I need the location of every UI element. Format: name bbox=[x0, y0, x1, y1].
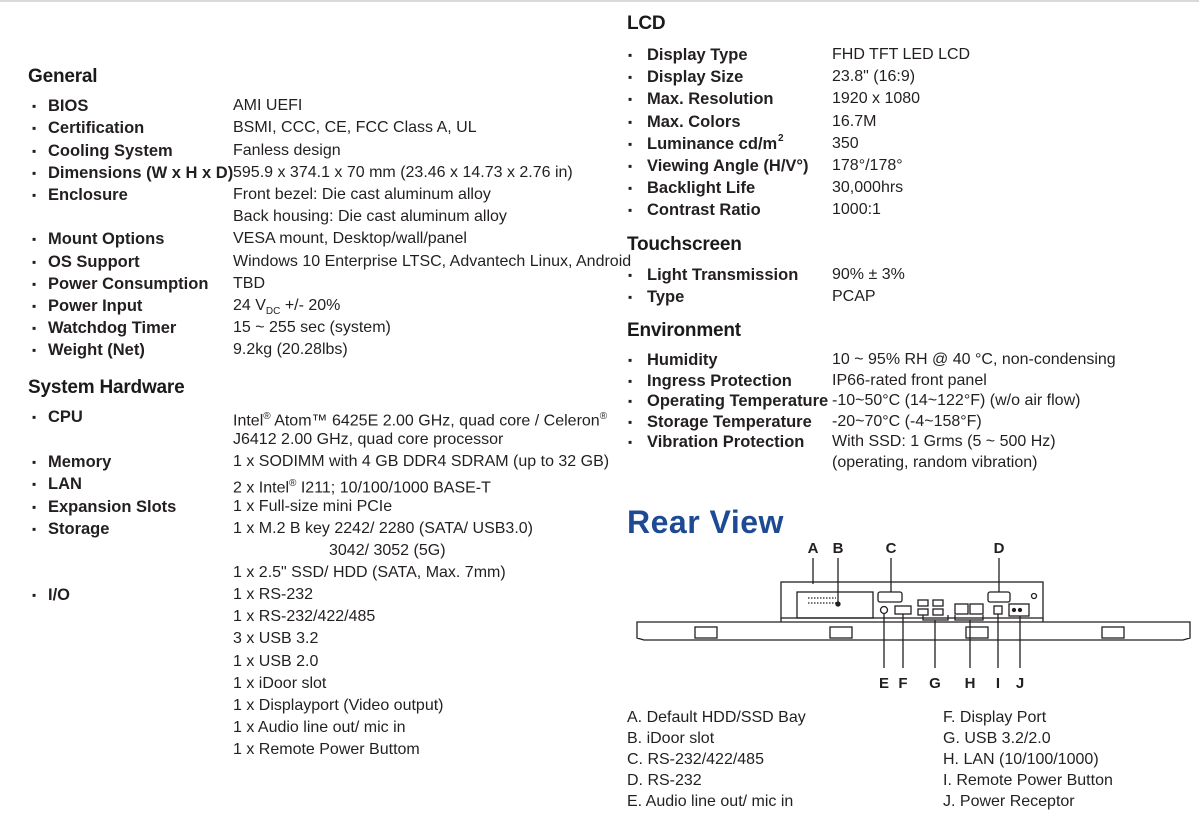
storage-value-line3: 1 x 2.5" SSD/ HDD (SATA, Max. 7mm) bbox=[233, 564, 506, 581]
section-title-system-hardware: System Hardware bbox=[28, 377, 185, 398]
spec-value: Front bezel: Die cast aluminum alloy bbox=[233, 186, 491, 203]
callout-label-a: A bbox=[807, 540, 819, 557]
spec-key: Type bbox=[647, 288, 685, 306]
spec-key: Expansion Slots bbox=[48, 498, 177, 516]
spec-value: Fanless design bbox=[233, 142, 341, 159]
spec-value-continuation: (operating, random vibration) bbox=[832, 454, 1038, 471]
rear-io-housing bbox=[781, 582, 1043, 618]
bullet-icon: ▪ bbox=[628, 290, 633, 304]
section-title-general: General bbox=[28, 66, 98, 87]
legend-item: I. Remote Power Button bbox=[943, 772, 1113, 789]
spec-key: Humidity bbox=[647, 351, 718, 369]
mount-bracket bbox=[1102, 627, 1124, 638]
usb-port bbox=[918, 600, 928, 606]
bullet-icon: ▪ bbox=[628, 373, 633, 388]
io-item: 1 x USB 2.0 bbox=[233, 652, 319, 670]
rear-view-legend-left bbox=[627, 707, 806, 812]
monitor-bezel bbox=[637, 622, 1190, 640]
bullet-icon: ▪ bbox=[628, 92, 633, 107]
usb-port bbox=[918, 609, 928, 615]
bullet-icon: ▪ bbox=[628, 181, 633, 196]
bullet-icon: ▪ bbox=[628, 203, 633, 218]
value-text: 24 V bbox=[233, 297, 266, 314]
spec-value: 23.8" (16:9) bbox=[832, 68, 916, 86]
power-pin bbox=[1019, 609, 1022, 612]
bullet-icon: ▪ bbox=[628, 70, 633, 85]
spec-key: Viewing Angle (H/V°) bbox=[647, 157, 809, 175]
spec-key: I/O bbox=[48, 586, 71, 604]
io-item: 1 x Remote Power Buttom bbox=[233, 741, 420, 759]
bullet-icon: ▪ bbox=[628, 159, 633, 173]
spec-value: 10 ~ 95% RH @ 40 °C, non-condensing bbox=[832, 351, 1116, 368]
bullet-icon: ▪ bbox=[32, 477, 37, 491]
spec-key: Watchdog Timer bbox=[48, 319, 177, 337]
registered-mark: ® bbox=[289, 478, 297, 489]
spec-value: TBD bbox=[233, 275, 265, 292]
spec-key: Memory bbox=[48, 453, 112, 471]
remote-power-button bbox=[994, 606, 1002, 614]
rear-view-title: Rear View bbox=[627, 504, 784, 540]
bullet-icon: ▪ bbox=[32, 255, 37, 269]
spec-value: 1 x Full-size mini PCIe bbox=[233, 498, 393, 515]
rear-view-legend-right bbox=[943, 707, 1113, 812]
spec-value: IP66-rated front panel bbox=[832, 371, 987, 389]
bullet-icon: ▪ bbox=[32, 343, 37, 357]
bullet-icon: ▪ bbox=[32, 588, 37, 602]
callout-label-c: C bbox=[885, 540, 897, 557]
bullet-icon: ▪ bbox=[628, 136, 633, 151]
spec-key: Power Input bbox=[48, 297, 143, 315]
spec-key: Light Transmission bbox=[647, 266, 799, 284]
cpu-text: Intel bbox=[233, 412, 264, 430]
bullet-icon: ▪ bbox=[628, 268, 633, 282]
spec-key: Vibration Protection bbox=[647, 433, 805, 451]
section-title-lcd: LCD bbox=[627, 13, 666, 34]
superscript: 2 bbox=[778, 132, 784, 144]
bullet-icon: ▪ bbox=[628, 353, 633, 367]
screw-hole bbox=[1032, 594, 1037, 599]
legend-item: J. Power Receptor bbox=[943, 793, 1075, 810]
lan-text: I211; 10/100/1000 BASE-T bbox=[296, 479, 491, 497]
bullet-icon: ▪ bbox=[628, 114, 633, 129]
callout-label-f: F bbox=[898, 675, 908, 692]
callout-label-g: G bbox=[929, 675, 941, 692]
rs232-422-485-port bbox=[878, 592, 902, 602]
spec-value: 178°/178° bbox=[832, 157, 903, 174]
mount-bracket bbox=[830, 627, 852, 638]
callout-label-i: I bbox=[995, 675, 1001, 692]
spec-key: Ingress Protection bbox=[647, 371, 792, 390]
usb-port bbox=[933, 600, 943, 606]
bullet-icon: ▪ bbox=[32, 410, 37, 424]
spec-key: BIOS bbox=[48, 97, 89, 115]
bullet-icon: ▪ bbox=[32, 188, 37, 202]
bullet-icon: ▪ bbox=[628, 435, 633, 449]
spec-key: Cooling System bbox=[48, 142, 173, 160]
mount-bracket bbox=[966, 627, 988, 638]
registered-mark: ® bbox=[599, 411, 608, 422]
registered-mark: ® bbox=[263, 411, 271, 422]
legend-item: D. RS-232 bbox=[627, 772, 702, 789]
callout-label-b: B bbox=[832, 540, 844, 557]
bullet-icon: ▪ bbox=[32, 121, 37, 135]
spec-value: 350 bbox=[832, 134, 859, 152]
leader-line-h bbox=[955, 615, 983, 668]
rs232-port bbox=[988, 592, 1010, 602]
bullet-icon: ▪ bbox=[628, 414, 633, 429]
bullet-icon: ▪ bbox=[32, 166, 37, 180]
io-item: 1 x RS-232/422/485 bbox=[233, 608, 376, 626]
cpu-text: Atom™ 6425E 2.00 GHz, quad core / Celeron bbox=[270, 412, 600, 430]
spec-value: 15 ~ 255 sec (system) bbox=[233, 319, 391, 336]
spec-value: 1920 x 1080 bbox=[832, 90, 921, 108]
spec-value: BSMI, CCC, CE, FCC Class A, UL bbox=[233, 119, 477, 136]
legend-item: F. Display Port bbox=[943, 709, 1047, 726]
spec-value: 1 x SODIMM with 4 GB DDR4 SDRAM (up to 32 GB) bbox=[233, 453, 610, 470]
lan-port bbox=[970, 604, 983, 614]
legend-item: G. USB 3.2/2.0 bbox=[943, 730, 1051, 747]
spec-value: 595.9 x 374.1 x 70 mm (23.46 x 14.73 x 2.76 in) bbox=[233, 164, 573, 181]
display-port bbox=[895, 606, 911, 614]
lan-port bbox=[955, 604, 968, 614]
spec-key: Certification bbox=[48, 119, 145, 137]
spec-value: FHD TFT LED LCD bbox=[832, 46, 971, 63]
spec-key: Max. Colors bbox=[647, 112, 741, 131]
bullet-icon: ▪ bbox=[32, 455, 37, 469]
idoor-slot-marker bbox=[836, 602, 840, 606]
top-divider bbox=[0, 0, 1199, 2]
io-item: 1 x Displayport (Video output) bbox=[233, 697, 444, 714]
spec-value: With SSD: 1 Grms (5 ~ 500 Hz) bbox=[832, 433, 1056, 450]
bullet-icon: ▪ bbox=[32, 500, 37, 514]
bullet-icon: ▪ bbox=[32, 277, 37, 291]
callout-label-d: D bbox=[993, 540, 1005, 557]
spec-key: Mount Options bbox=[48, 230, 165, 248]
value-text: +/- 20% bbox=[280, 297, 341, 314]
spec-key: Enclosure bbox=[48, 186, 128, 204]
spec-value-continuation: Back housing: Die cast aluminum alloy bbox=[233, 208, 507, 225]
hdd-bay bbox=[797, 592, 873, 618]
spec-key: Backlight Life bbox=[647, 179, 756, 198]
callout-label-j: J bbox=[1015, 675, 1025, 692]
spec-key: Operating Temperature bbox=[647, 392, 829, 410]
spec-value: -20~70°C (-4~158°F) bbox=[832, 412, 982, 430]
spec-value: AMI UEFI bbox=[233, 97, 303, 114]
cpu-value-line2: J6412 2.00 GHz, quad core processor bbox=[233, 431, 504, 448]
bullet-icon: ▪ bbox=[32, 99, 37, 113]
spec-key: Weight (Net) bbox=[48, 341, 145, 359]
bullet-icon: ▪ bbox=[32, 321, 37, 335]
spec-key: Dimensions (W x H x D) bbox=[48, 164, 234, 182]
legend-item: A. Default HDD/SSD Bay bbox=[627, 709, 806, 726]
io-item: 1 x RS-232 bbox=[233, 586, 314, 603]
spec-key: LAN bbox=[48, 475, 82, 493]
spec-value: 90% ± 3% bbox=[832, 266, 905, 283]
legend-item: B. iDoor slot bbox=[627, 730, 715, 747]
storage-value-line2: 3042/ 3052 (5G) bbox=[329, 542, 446, 559]
spec-value: VESA mount, Desktop/wall/panel bbox=[233, 230, 467, 247]
leader-line-g bbox=[923, 615, 948, 668]
mount-bracket bbox=[695, 627, 717, 638]
spec-value: 1 x M.2 B key 2242/ 2280 (SATA/ USB3.0) bbox=[233, 520, 533, 537]
spec-value: 1000:1 bbox=[832, 201, 881, 219]
section-title-touchscreen: Touchscreen bbox=[627, 234, 742, 255]
spec-key: OS Support bbox=[48, 253, 140, 271]
bullet-icon: ▪ bbox=[32, 522, 37, 536]
spec-key: Display Type bbox=[647, 46, 748, 64]
spec-key: Display Size bbox=[647, 68, 744, 87]
bullet-icon: ▪ bbox=[628, 394, 633, 408]
spec-value bbox=[233, 297, 340, 321]
bullet-icon: ▪ bbox=[32, 299, 37, 313]
io-item: 3 x USB 3.2 bbox=[233, 630, 319, 648]
spec-key: Power Consumption bbox=[48, 275, 209, 293]
audio-jack bbox=[881, 607, 888, 614]
legend-item: H. LAN (10/100/1000) bbox=[943, 751, 1099, 768]
spec-value: 16.7M bbox=[832, 112, 877, 130]
callout-label-e: E bbox=[878, 675, 890, 692]
spec-value bbox=[233, 475, 491, 497]
bullet-icon: ▪ bbox=[628, 48, 633, 62]
usb-port bbox=[933, 609, 943, 615]
spec-key: CPU bbox=[48, 408, 83, 426]
bullet-icon: ▪ bbox=[32, 232, 37, 246]
spec-value: PCAP bbox=[832, 288, 876, 305]
callout-label-h: H bbox=[964, 675, 976, 692]
bullet-icon: ▪ bbox=[32, 144, 37, 158]
spec-key: Luminance cd/m bbox=[647, 134, 778, 153]
spec-key: Storage Temperature bbox=[647, 412, 812, 431]
spec-value bbox=[233, 408, 607, 430]
legend-item: C. RS-232/422/485 bbox=[627, 751, 764, 768]
section-title-environment: Environment bbox=[627, 320, 741, 341]
spec-value: -10~50°C (14~122°F) (w/o air flow) bbox=[832, 392, 1081, 409]
spec-key: Contrast Ratio bbox=[647, 201, 761, 220]
io-item: 1 x Audio line out/ mic in bbox=[233, 719, 406, 737]
lan-text: 2 x Intel bbox=[233, 479, 290, 497]
power-receptor bbox=[1009, 604, 1029, 616]
spec-key: Storage bbox=[48, 520, 110, 538]
spec-value: Windows 10 Enterprise LTSC, Advantech Linux, Android bbox=[233, 253, 632, 270]
io-item: 1 x iDoor slot bbox=[233, 674, 327, 692]
legend-item: E. Audio line out/ mic in bbox=[627, 793, 794, 810]
spec-value: 30,000hrs bbox=[832, 179, 904, 197]
value-subscript: DC bbox=[265, 306, 281, 318]
power-pin bbox=[1013, 609, 1016, 612]
spec-key: Max. Resolution bbox=[647, 90, 774, 109]
spec-value: 9.2kg (20.28lbs) bbox=[233, 341, 348, 358]
